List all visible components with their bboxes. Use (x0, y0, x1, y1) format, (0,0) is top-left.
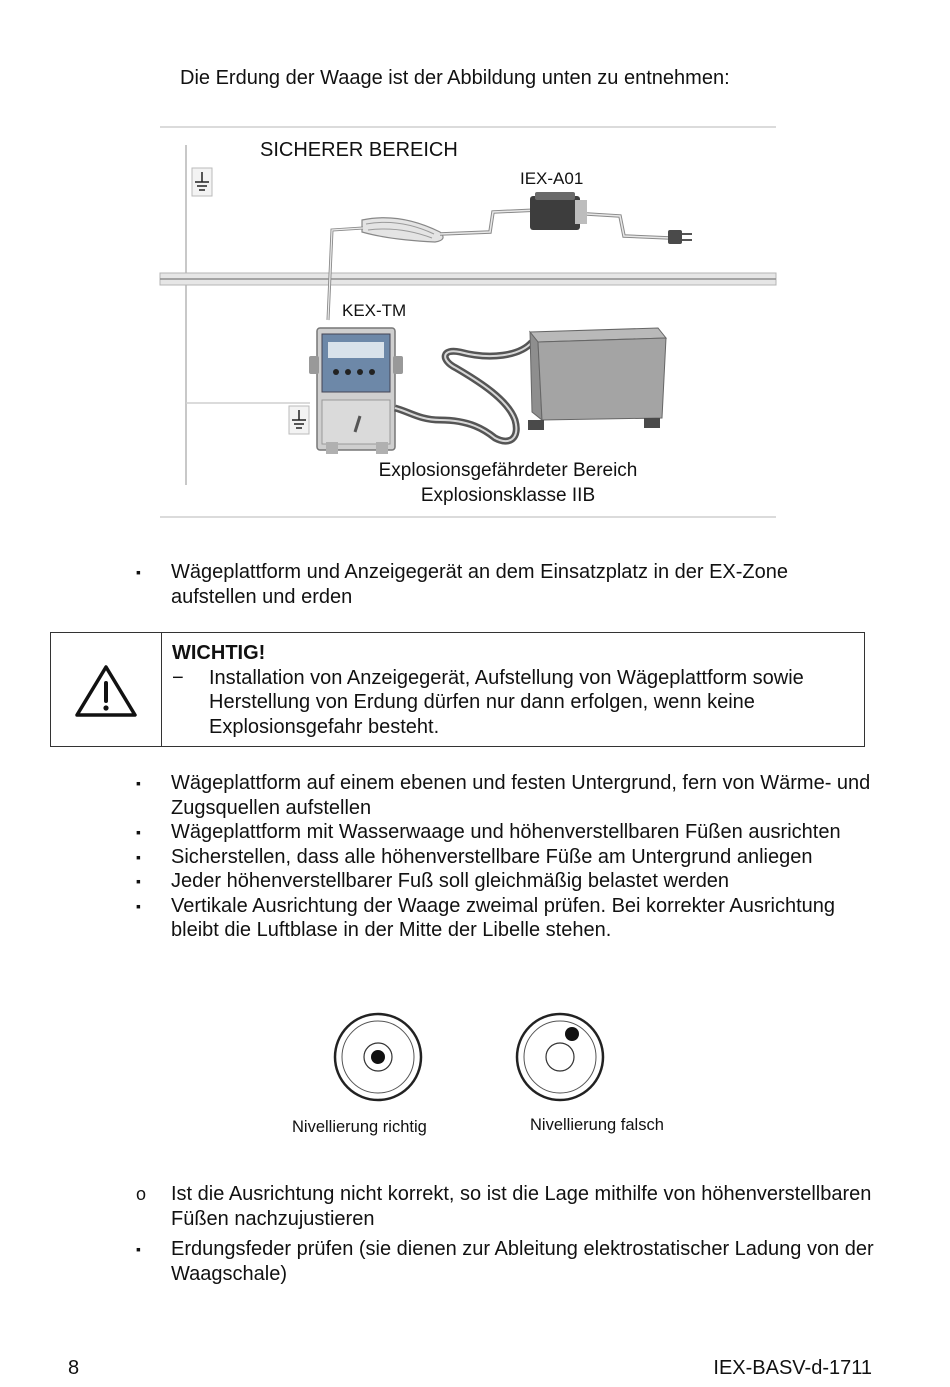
bullet-marker: o (136, 1184, 147, 1204)
bullet-marker: ▪ (136, 775, 141, 791)
indicator-device (309, 328, 403, 454)
hazard-zone-label-line2: Explosionsklasse IIB (420, 485, 596, 506)
list-item-text: Erdungsfeder prüfen (sie dienen zur Ableitung elektrostatischer Ladung von der Waagschale) (171, 1238, 874, 1285)
warning-text: Installation von Anzeigegerät, Aufstellung von Wägeplattform sowie Herstellung von Erdung dürfen nur dann erfolgen, wenn keine Explosionsgefahr besteht. (209, 666, 804, 738)
level-correct-caption: Nivellierung richtig (292, 1118, 427, 1136)
list-item (136, 845, 876, 870)
indicator-label: KEX-TM (342, 301, 407, 320)
level-wrong-caption: Nivellierung falsch (530, 1116, 664, 1134)
list-item-text: Wägeplattform und Anzeigegerät an dem Einsatzplatz in der EX-Zone aufstellen und erden (171, 561, 789, 608)
list-item-text: Vertikale Ausrichtung der Waage zweimal prüfen. Bei korrekter Ausrichtung bleibt die Luftblase in der Mitte der Libelle stehen. (171, 894, 836, 941)
bullet-list-leveling (136, 771, 876, 943)
list-item-text: Jeder höhenverstellbarer Fuß soll gleichmäßig belastet werden (171, 870, 730, 892)
leveling-illustrations (280, 1005, 700, 1155)
weighing-platform (528, 328, 666, 430)
bullet-marker: ▪ (136, 897, 141, 914)
list-item (136, 560, 876, 609)
hazard-zone-label-line1: Explosionsgefährdeter Bereich (378, 460, 638, 481)
warning-triangle-icon (73, 663, 139, 719)
bullet-list-adjust (136, 1182, 876, 1292)
list-item-text: Ist die Ausrichtung nicht korrekt, so ist die Lage mithilfe von höhenverstellbaren Füßen nachzujustieren (171, 1183, 872, 1230)
dash-marker: − (172, 666, 184, 689)
warning-box (50, 632, 865, 747)
safe-zone-label: SICHERER BEREICH (260, 139, 458, 161)
list-item (136, 869, 876, 894)
intro-text: Die Erdung der Waage ist der Abbildung unten zu entnehmen: (180, 67, 730, 89)
list-item-text: Wägeplattform mit Wasserwaage und höhenverstellbaren Füßen ausrichten (171, 821, 841, 843)
bullet-marker: ▪ (136, 824, 141, 840)
bullet-marker: ▪ (136, 1241, 141, 1257)
list-item (136, 1182, 876, 1231)
bullet-marker: ▪ (136, 873, 141, 889)
list-item (136, 1237, 876, 1286)
grounding-diagram-graphic (150, 120, 790, 525)
power-supply-device (530, 192, 587, 230)
list-item (136, 820, 876, 845)
bullet-marker: ▪ (136, 848, 141, 865)
platform-cable (395, 342, 532, 441)
warning-item (172, 666, 852, 740)
page-number: 8 (68, 1357, 80, 1379)
power-supply-label: IEX-A01 (520, 169, 584, 188)
level-wrong-icon (512, 1007, 608, 1107)
level-correct-icon (330, 1007, 426, 1107)
list-item (136, 894, 876, 943)
bullet-list-setup (136, 560, 876, 609)
warning-icon-cell (51, 633, 162, 746)
coiled-cable (362, 218, 443, 242)
bullet-marker: ▪ (136, 564, 141, 580)
power-plug (668, 230, 692, 244)
grounding-diagram (150, 120, 790, 525)
warning-content (172, 641, 852, 739)
list-item (136, 771, 876, 820)
list-item-text: Wägeplattform auf einem ebenen und festen Untergrund, fern von Wärme- und Zugsquellen aufstellen (171, 772, 871, 819)
ground-icon-safe (192, 168, 212, 196)
ground-icon-hazard (289, 406, 309, 434)
warning-title: WICHTIG! (172, 642, 266, 664)
document-code: IEX-BASV-d-1711 (713, 1357, 872, 1379)
list-item-text: Sicherstellen, dass alle höhenverstellbare Füße am Untergrund anliegen (171, 845, 813, 868)
